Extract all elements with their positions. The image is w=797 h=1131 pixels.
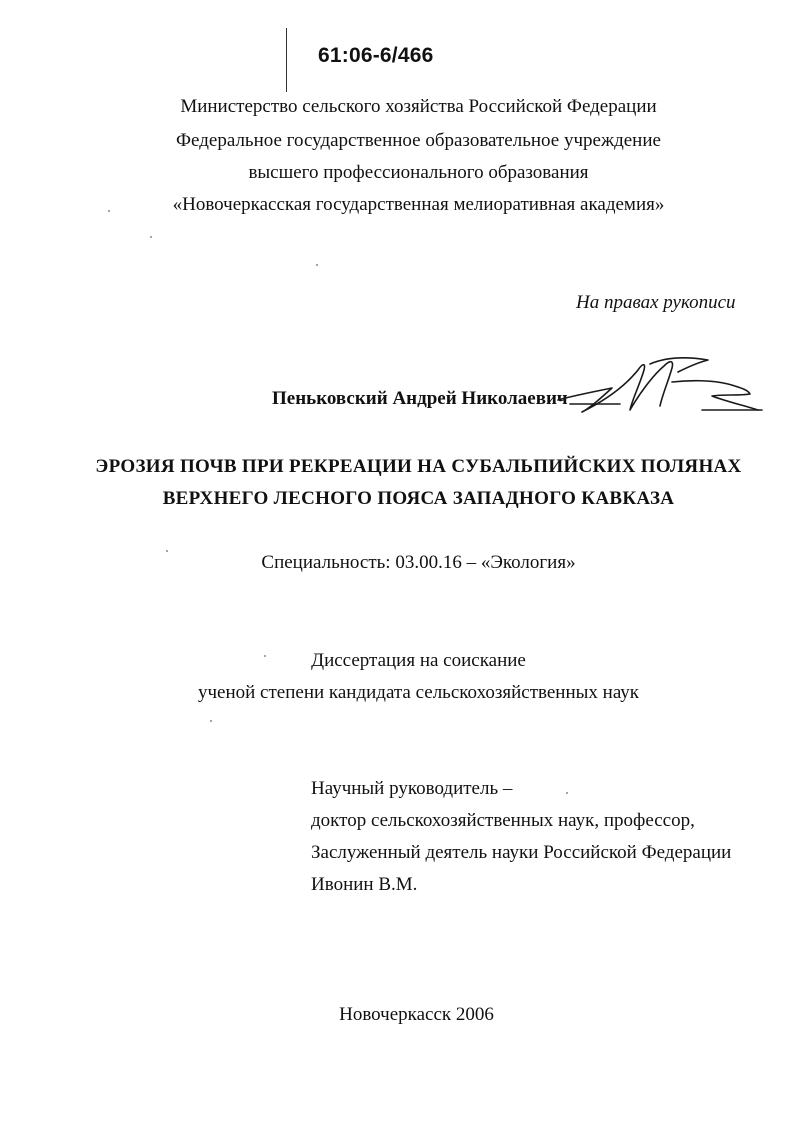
- manuscript-rights: На правах рукописи: [576, 292, 736, 313]
- title-line-2: ВЕРХНЕГО ЛЕСНОГО ПОЯСА ЗАПАДНОГО КАВКАЗА: [162, 488, 675, 509]
- scan-speck: [210, 720, 212, 722]
- institution-line-2: Федеральное государственное образовательное учреждение: [176, 130, 661, 151]
- supervisor-line-2: доктор сельскохозяйственных наук, профессор,: [311, 810, 695, 831]
- degree-line-1: Диссертация на соискание: [311, 650, 526, 671]
- supervisor-line-1: Научный руководитель –: [311, 778, 513, 799]
- scan-speck: [150, 236, 152, 238]
- institution-line-3: высшего профессионального образования: [248, 162, 589, 183]
- signature-image: [552, 352, 764, 422]
- title-line-1: ЭРОЗИЯ ПОЧВ ПРИ РЕКРЕАЦИИ НА СУБАЛЬПИЙСКИХ ПОЛЯНАХ: [95, 456, 742, 477]
- scan-speck: [108, 210, 110, 212]
- institution-line-4: «Новочеркасская государственная мелиоративная академия»: [172, 194, 665, 215]
- author-name: Пеньковский Андрей Николаевич: [272, 388, 568, 409]
- scan-speck: [264, 655, 266, 657]
- scan-speck: [166, 550, 168, 552]
- stamp-left-rule: [286, 28, 287, 92]
- place-year: Новочеркасск 2006: [339, 1004, 494, 1025]
- archive-code: 61:06-6/466: [318, 44, 434, 67]
- specialty: Специальность: 03.00.16 – «Экология»: [261, 552, 576, 573]
- supervisor-line-4: Ивонин В.М.: [311, 874, 418, 895]
- supervisor-line-3: Заслуженный деятель науки Российской Федерации: [311, 842, 732, 863]
- scan-speck: [316, 264, 318, 266]
- scan-speck: [566, 792, 568, 794]
- degree-line-2: ученой степени кандидата сельскохозяйственных наук: [197, 682, 640, 703]
- institution-line-1: Министерство сельского хозяйства Российской Федерации: [180, 96, 657, 117]
